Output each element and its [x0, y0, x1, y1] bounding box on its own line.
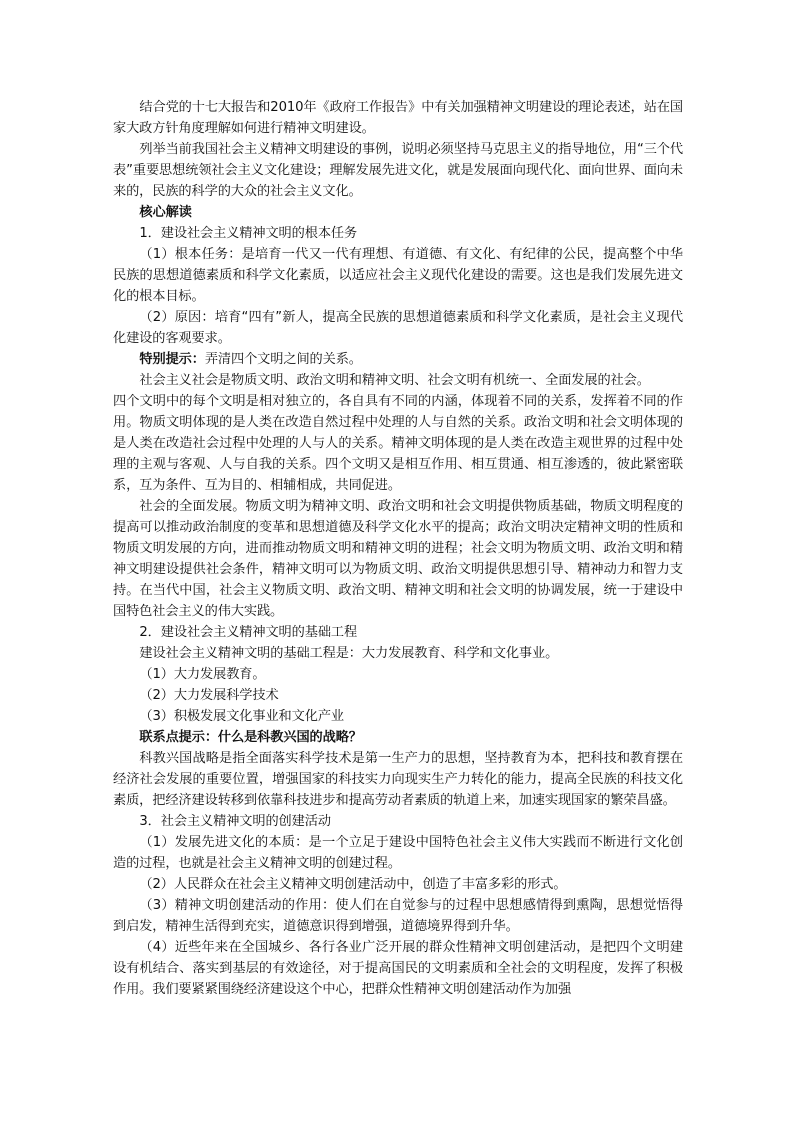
list-item: （2）大力发展科学技术 [139, 688, 279, 703]
list-item: （3）积极发展文化事业和文化产业 [139, 709, 344, 724]
paragraph: 列举当前我国社会主义精神文明建设的事例，说明必须坚持马克思主义的指导地位，用“三个代表”重要思想统领社会主义文化建设；理解发展先进文化，就是发展面向现代化、面向世界、面向未来的，民族的科学的大众的社会主义文化。 [113, 142, 683, 199]
paragraph: 建设社会主义精神文明的基础工程是：大力发展教育、科学和文化事业。 [139, 646, 559, 661]
subsection-heading: 2．建设社会主义精神文明的基础工程 [139, 625, 358, 640]
subsection-heading: 1．建设社会主义精神文明的根本任务 [139, 226, 358, 241]
list-item: （1）大力发展教育。 [139, 667, 266, 682]
tip-paragraph: 联系点提示：什么是科教兴国的战略？ [139, 730, 362, 745]
paragraph: 四个文明中的每个文明是相对独立的，各自具有不同的内涵，体现着不同的关系，发挥着不同的作用。物质文明体现的是人类在改造自然过程中处理的人与自然的关系。政治文明和社会文明体现的是人类在改造社会过程中处理的人与人的关系。精神文明体现的是人类在改造主观世界的过程中处理的主观与客观、人与自我的关系。四个文明又是相互作用、相互贯通、相互渗透的，彼此紧密联系，互为条件、互为目的、相辅相成，共同促进。 [113, 394, 683, 493]
tip-paragraph: 特别提示：弄清四个文明之间的关系。 [139, 352, 362, 367]
paragraph: 结合党的十七大报告和2010年《政府工作报告》中有关加强精神文明建设的理论表述，站在国家大政方针角度理解如何进行精神文明建设。 [113, 100, 683, 136]
paragraph: 社会的全面发展。物质文明为精神文明、政治文明和社会文明提供物质基础，物质文明程度的提高可以推动政治制度的变革和思想道德及科学文化水平的提高；政治文明决定精神文明的性质和物质文明发展的方向，进而推动物质文明和精神文明的进程；社会文明为物质文明、政治文明和精神文明建设提供社会条件，精神文明可以为物质文明、政治文明提供思想引导、精神动力和智力支持。在当代中国，社会主义物质文明、政治文明、精神文明和社会文明的协调发展，统一于建设中国特色社会主义的伟大实践。 [113, 499, 683, 619]
section-heading: 核心解读 [139, 205, 192, 220]
paragraph: （1）根本任务：是培育一代又一代有理想、有道德、有文化、有纪律的公民，提高整个中华民族的思想道德素质和科学文化素质，以适应社会主义现代化建设的需要。这也是我们发展先进文化的根本目标。 [113, 247, 683, 304]
tip-label: 联系点提示： [139, 730, 218, 745]
paragraph: 社会主义社会是物质文明、政治文明和精神文明、社会文明有机统一、全面发展的社会。 [139, 373, 650, 388]
tip-label: 特别提示： [139, 352, 205, 367]
paragraph: （4）近些年来在全国城乡、各行各业广泛开展的群众性精神文明创建活动，是把四个文明建设有机结合、落实到基层的有效途径，对于提高国民的文明素质和全社会的文明程度，发挥了积极作用。我们要紧紧围绕经济建设这个中心，把群众性精神文明创建活动作为加强 [113, 940, 683, 997]
paragraph: 科教兴国战略是指全面落实科学技术是第一生产力的思想，坚持教育为本，把科技和教育摆在经济社会发展的重要位置，增强国家的科技实力向现实生产力转化的能力，提高全民族的科技文化素质，把经济建设转移到依靠科技进步和提高劳动者素质的轨道上来，加速实现国家的繁荣昌盛。 [113, 751, 683, 808]
subsection-heading: 3．社会主义精神文明的创建活动 [139, 814, 331, 829]
paragraph: （1）发展先进文化的本质：是一个立足于建设中国特色社会主义伟大实践而不断进行文化创造的过程，也就是社会主义精神文明的创建过程。 [113, 835, 683, 871]
paragraph: （2）原因：培育“四有”新人，提高全民族的思想道德素质和科学文化素质，是社会主义现代化建设的客观要求。 [113, 310, 683, 346]
paragraph: （2）人民群众在社会主义精神文明创建活动中，创造了丰富多彩的形式。 [139, 877, 567, 892]
paragraph: （3）精神文明创建活动的作用：使人们在自觉参与的过程中思想感情得到熏陶，思想觉悟得到启发，精神生活得到充实，道德意识得到增强，道德境界得到升华。 [113, 898, 683, 934]
